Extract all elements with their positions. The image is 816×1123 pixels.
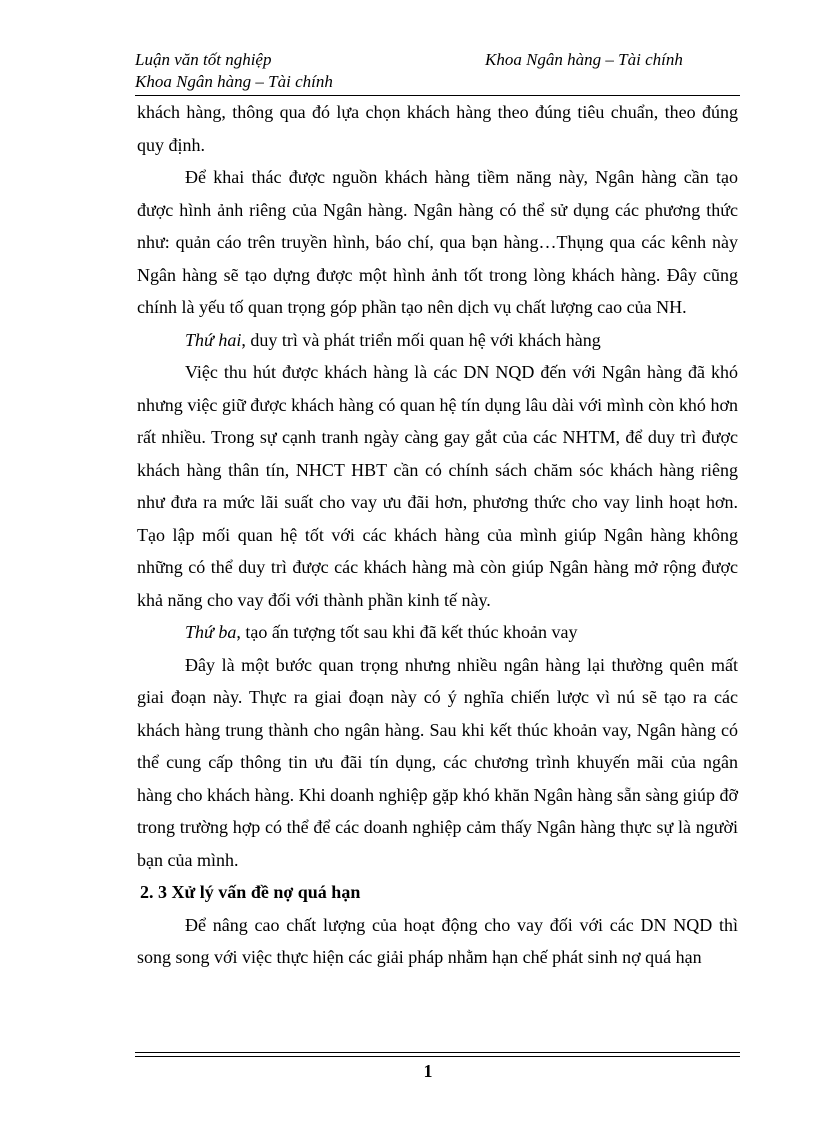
subheading-third	[137, 616, 738, 649]
paragraph-overdue-debt: Để nâng cao chất lượng của hoạt động cho vay đối với các DN NQD thì song song với việc thực hiện các giải pháp nhằm hạn chế phát sinh nợ quá hạn	[137, 914, 738, 967]
subheading-second-ordinal: Thứ hai	[185, 329, 242, 350]
subheading-third-text: , tạo ấn tượng tốt sau khi đã kết thúc khoản vay	[236, 622, 578, 642]
paragraph-continuation: khách hàng, thông qua đó lựa chọn khách hàng theo đúng tiêu chuẩn, theo đúng quy định.	[137, 102, 738, 155]
header-thesis-title: Luận văn tốt nghiệp	[135, 50, 272, 69]
page-header	[135, 48, 740, 98]
header-faculty-right: Khoa Ngân hàng – Tài chính	[485, 50, 683, 69]
footer-divider-thick	[135, 1052, 740, 1053]
subheading-second-text: , duy trì và phát triển mối quan hệ với khách hàng	[241, 329, 601, 350]
footer-divider-thin	[135, 1056, 740, 1057]
subheading-third-ordinal: Thứ ba	[185, 622, 237, 642]
page-body	[137, 96, 738, 974]
header-faculty-left: Khoa Ngân hàng – Tài chính	[135, 72, 333, 91]
section-heading: 2. 3 Xử lý vấn đề nợ quá hạn	[140, 882, 361, 902]
subheading-second	[137, 324, 738, 357]
paragraph-customer-retention: Việc thu hút được khách hàng là các DN NQD đến với Ngân hàng đã khó nhưng việc giữ được khách hàng có quan hệ tín dụng lâu dài với mình còn khó hơn rất nhiều. Trong sự cạnh tranh ngày càng gay gắt của các NHTM, để duy trì được khách hàng thân tín, NHCT HBT cần có chính sách chăm sóc khách hàng riêng như đưa ra mức lãi suất cho vay ưu đãi hơn, phương thức cho vay linh hoạt hơn. Tạo lập mối quan hệ tốt với các khách hàng của mình giúp Ngân hàng không những có thể duy trì được các khách hàng mà còn giúp Ngân hàng mở rộng được khả năng cho vay đối với thành phần kinh tế này.	[137, 362, 738, 610]
page-number: 1	[423, 1061, 433, 1081]
paragraph-post-loan: Đây là một bước quan trọng nhưng nhiều ngân hàng lại thường quên mất giai đoạn này. Thực ra giai đoạn này có ý nghĩa chiến lược vì nú sẽ tạo ra các khách hàng trung thành cho ngân hàng. Sau khi kết thúc khoản vay, Ngân hàng có thể cung cấp thông tin ưu đãi tín dụng, các chương trình khuyến mãi của ngân hàng cho khách hàng. Khi doanh nghiệp gặp khó khăn Ngân hàng sẵn sàng giúp đỡ trong trường hợp có thể để các doanh nghiệp cảm thấy Ngân hàng thực sự là người bạn của mình.	[137, 654, 738, 870]
paragraph-customer-acquisition: Để khai thác được nguồn khách hàng tiềm năng này, Ngân hàng cần tạo được hình ảnh riêng của Ngân hàng. Ngân hàng có thể sử dụng các phương thức như: quản cáo trên truyền hình, báo chí, qua bạn hàng…Thụng qua các kênh này Ngân hàng sẽ tạo dựng được một hình ảnh tốt trong lòng khách hàng. Đây cũng chính là yếu tố quan trọng góp phần tạo nên dịch vụ chất lượng cao của NH.	[137, 167, 738, 317]
